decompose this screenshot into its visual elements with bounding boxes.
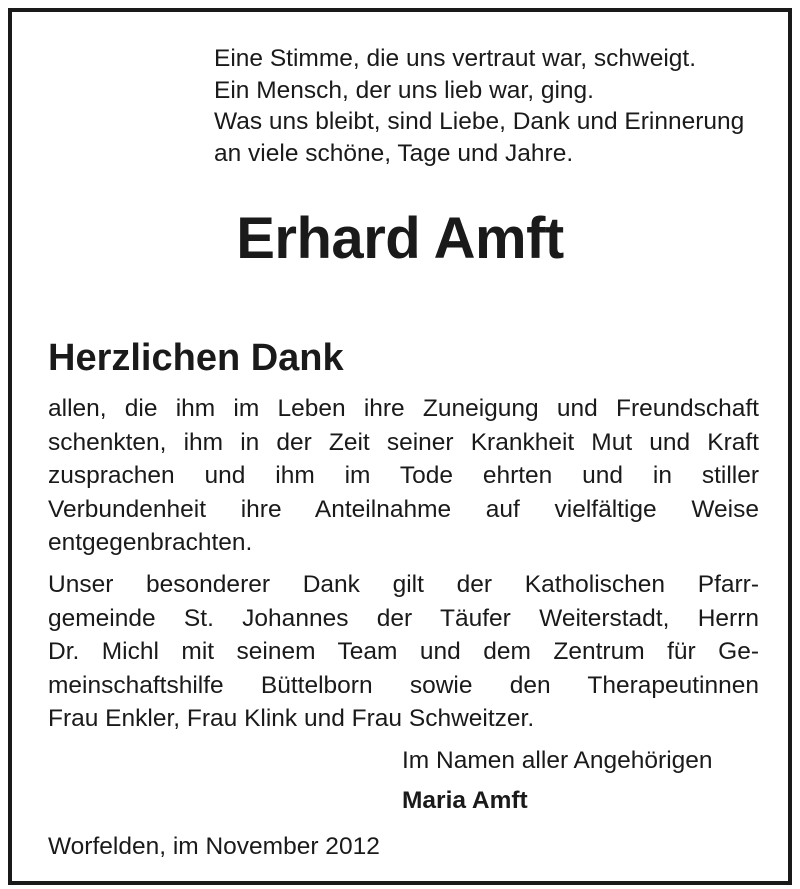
paragraph-line: Verbundenheit ihre Anteilnahme auf vielfältige Weise — [48, 495, 759, 523]
poem-line: Ein Mensch, der uns lieb war, ging. — [214, 76, 594, 104]
place-date: Worfelden, im November 2012 — [48, 833, 380, 860]
poem-line: an viele schöne, Tage und Jahre. — [214, 139, 574, 167]
paragraph-line: Unser besonderer Dank gilt der Katholischen Pfarr- — [48, 571, 759, 598]
thanks-heading: Herzlichen Dank — [48, 337, 344, 379]
signature-name: Maria Amft — [402, 787, 528, 814]
paragraph-line: Dr. Michl mit seinem Team und dem Zentrum für Ge- — [48, 638, 759, 665]
thanks-paragraph — [48, 392, 759, 560]
memorial-poem — [214, 43, 774, 169]
paragraph-line: allen, die ihm im Leben ihre Zuneigung und Freundschaft — [48, 395, 759, 422]
notice-frame — [8, 8, 792, 885]
poem-line: Eine Stimme, die uns vertraut war, schweigt. — [214, 45, 697, 72]
paragraph-line: schenkten, ihm in der Zeit seiner Krankheit Mut und Kraft — [48, 428, 759, 456]
paragraph-line: gemeinde St. Johannes der Täufer Weiterstadt, Herrn — [48, 604, 759, 632]
poem-line: Was uns bleibt, sind Liebe, Dank und Erinnerung — [214, 108, 745, 135]
signature-intro: Im Namen aller Angehörigen — [402, 747, 713, 774]
paragraph-line: Frau Enkler, Frau Klink und Frau Schweitzer. — [48, 705, 535, 732]
paragraph-line: zusprachen und ihm im Tode ehrten und in stiller — [48, 462, 759, 489]
paragraph-line: entgegenbrachten. — [48, 529, 253, 556]
deceased-name: Erhard Amft — [236, 206, 564, 271]
paragraph-line: meinschaftshilfe Büttelborn sowie den Therapeutinnen — [48, 671, 759, 699]
special-thanks-paragraph — [48, 568, 759, 736]
